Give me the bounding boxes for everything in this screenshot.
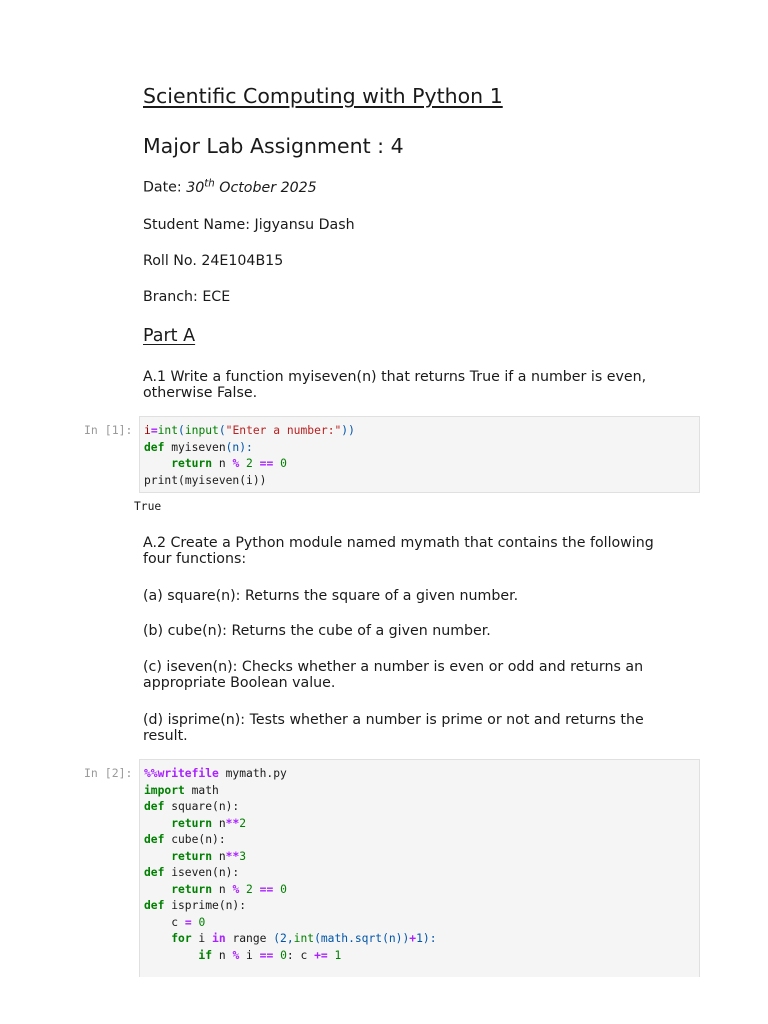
tok: "Enter a number:" [225, 424, 342, 437]
tok: in [212, 932, 226, 945]
tok: int [293, 932, 315, 945]
student-name: Student Name: Jigyansu Dash [143, 217, 355, 233]
part-a-heading: Part A [143, 326, 196, 346]
tok: (myiseven(i)) [178, 473, 267, 487]
tok: c [171, 915, 185, 929]
tok: return [171, 849, 213, 863]
tok: = [184, 915, 192, 929]
tok: 2 [239, 457, 260, 470]
tok: % [232, 948, 240, 962]
tok: isprime(n): [164, 899, 247, 912]
tok: input [184, 424, 219, 437]
tok: return [171, 816, 213, 830]
tok: 1 [327, 948, 342, 962]
tok: i [144, 424, 151, 437]
tok: i [239, 948, 260, 962]
tok: return [171, 882, 213, 896]
tok: if [198, 948, 213, 962]
tok: import [144, 783, 185, 797]
cell-2-prompt: In [2]: [84, 766, 133, 780]
tok: )) [341, 424, 355, 437]
tok: cube(n): [164, 833, 226, 846]
tok: %%writefile [144, 767, 219, 780]
tok: % [232, 457, 240, 470]
tok: = [150, 424, 158, 437]
tok: def [144, 899, 165, 912]
date-month-year: October 2025 [219, 179, 317, 196]
code-cell-2-source[interactable] [144, 766, 699, 964]
tok: def [144, 866, 165, 879]
tok: ( [178, 424, 185, 437]
tok: == [259, 457, 274, 470]
tok: 3 [239, 849, 247, 863]
tok: + [409, 932, 417, 945]
tok: (math.sqrt(n)) [314, 932, 410, 945]
tok: 0 [273, 882, 287, 896]
tok: range [225, 932, 274, 945]
date-suffix: th [204, 178, 215, 189]
tok: += [314, 948, 328, 962]
tok: math [184, 783, 219, 797]
date-day: 30 [186, 179, 205, 196]
tok: myiseven [164, 440, 226, 454]
question-a2-d: (d) isprime(n): Tests whether a number is prime or not and returns the result. [143, 712, 644, 744]
tok: print [144, 473, 179, 487]
tok: return [171, 457, 213, 470]
code-cell-2[interactable] [139, 759, 700, 977]
tok: int [157, 424, 179, 437]
tok: (n): [225, 440, 253, 454]
date-label: Date: [143, 179, 182, 196]
cell-1-output: True [134, 500, 162, 513]
tok: % [232, 882, 240, 896]
tok: (2, [273, 932, 294, 945]
tok: 0 [273, 948, 287, 962]
tok: mymath.py [218, 767, 287, 780]
question-a1: A.1 Write a function myiseven(n) that returns True if a number is even, otherwise False. [143, 369, 647, 401]
tok: ** [225, 816, 240, 830]
question-a2-c: (c) iseven(n): Checks whether a number is even or odd and returns an appropriate Boolean value. [143, 659, 644, 691]
tok: n [212, 457, 233, 470]
notebook-title: Scientific Computing with Python 1 [143, 84, 503, 108]
tok: 2 [239, 882, 260, 896]
tok: 0 [273, 457, 287, 470]
tok: iseven(n): [164, 866, 240, 879]
question-a2: A.2 Create a Python module named mymath that contains the following four functions: [143, 535, 654, 567]
cell-1-prompt: In [1]: [84, 423, 133, 437]
question-a2-b: (b) cube(n): Returns the cube of a given number. [143, 623, 491, 639]
tok: n [212, 816, 226, 830]
tok: def [144, 833, 165, 846]
tok: n [212, 849, 226, 863]
tok: def [144, 440, 165, 454]
date-line [143, 178, 683, 196]
tok: square(n): [164, 800, 240, 813]
tok: 2 [239, 816, 247, 830]
tok: def [144, 800, 165, 813]
tok: for [171, 932, 192, 945]
code-cell-1[interactable] [139, 416, 700, 493]
tok: == [259, 882, 274, 896]
tok: n [212, 882, 233, 896]
roll-number: Roll No. 24E104B15 [143, 253, 284, 269]
tok: i [191, 932, 213, 945]
tok: == [259, 948, 274, 962]
tok: n [212, 948, 233, 962]
code-cell-1-source[interactable] [144, 423, 699, 489]
tok: : c [286, 948, 315, 962]
branch: Branch: ECE [143, 289, 231, 305]
tok: ( [218, 424, 226, 437]
assignment-heading: Major Lab Assignment : 4 [143, 134, 404, 158]
tok: 0 [191, 915, 206, 929]
tok: 1): [416, 932, 437, 945]
question-a2-a: (a) square(n): Returns the square of a given number. [143, 588, 519, 604]
tok: ** [225, 849, 240, 863]
